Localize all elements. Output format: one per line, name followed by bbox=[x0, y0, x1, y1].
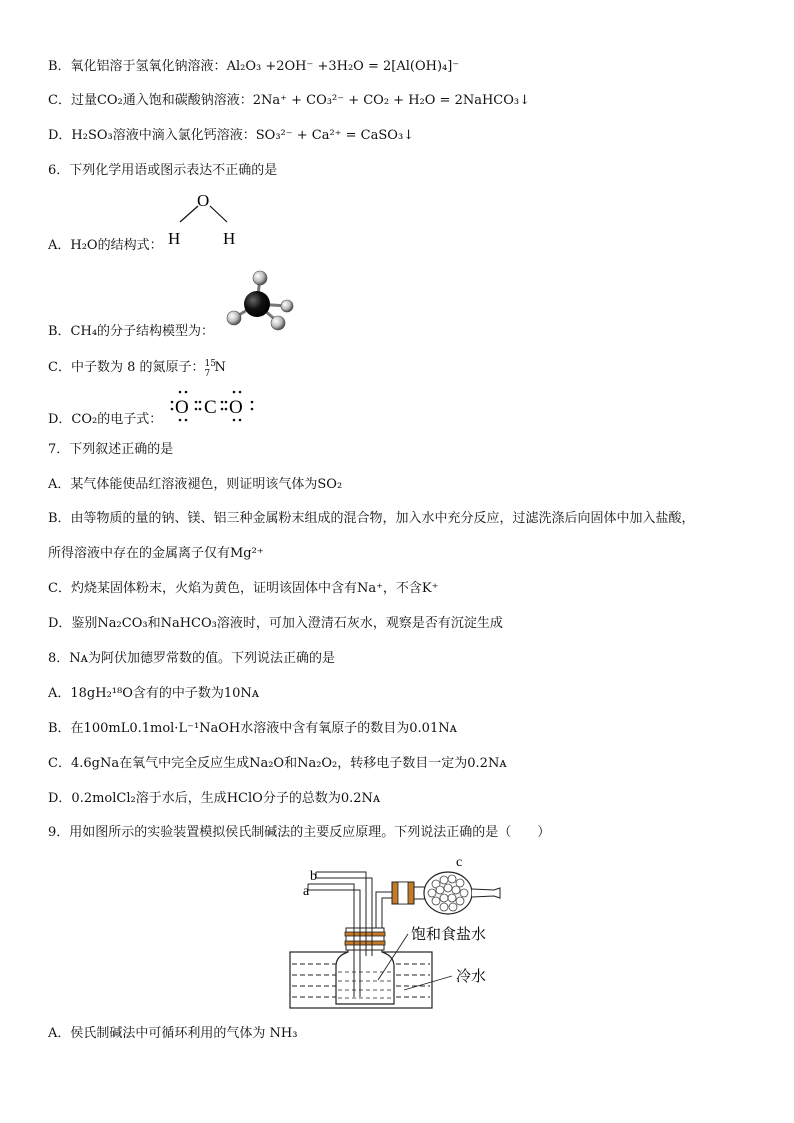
q6-option-d-text: D．CO₂的电子式： bbox=[48, 412, 163, 427]
q6-stem: 6．下列化学用语或图示表达不正确的是 bbox=[48, 163, 278, 178]
atomic-number: 7 bbox=[204, 369, 211, 379]
inlet-label-b: b bbox=[310, 869, 317, 884]
hydrogen-atom-label-right: H bbox=[223, 229, 236, 248]
q6-option-c bbox=[48, 359, 226, 377]
drying-tube-label-c: c bbox=[456, 855, 463, 870]
q7-option-d: D．鉴别Na₂CO₃和NaHCO₃溶液时，可加入澄清石灰水，观察是否有沉淀生成 bbox=[48, 616, 503, 631]
q6-option-c-text: C．中子数为 8 的氮原子： bbox=[48, 360, 205, 375]
hou-process-apparatus-diagram bbox=[286, 852, 506, 1014]
q7-stem: 7．下列叙述正确的是 bbox=[48, 442, 174, 457]
rubber-stopper bbox=[346, 928, 384, 950]
q5-option-c bbox=[48, 92, 530, 110]
co2-electron-dot-formula bbox=[168, 388, 260, 424]
q5-option-d-formula: SO₃²⁻ + Ca²⁺ = CaSO₃↓ bbox=[255, 128, 415, 143]
q8-option-b: B．在100mL0.1mol·L⁻¹NaOH水溶液中含有氧原子的数目为0.01Nᴀ bbox=[48, 721, 457, 736]
q9-stem: 9．用如图所示的实验装置模拟侯氏制碱法的主要反应原理。下列说法正确的是（ ） bbox=[48, 825, 551, 840]
methane-ball-stick-model bbox=[220, 266, 302, 336]
inlet-label-a: a bbox=[303, 884, 310, 899]
q5-option-c-formula: 2Na⁺ + CO₃²⁻ + CO₂ + H₂O = 2NaHCO₃↓ bbox=[252, 93, 531, 108]
q5-option-d bbox=[48, 127, 414, 145]
q5-option-b bbox=[48, 58, 459, 76]
carbon-ball bbox=[244, 291, 270, 317]
q7-option-a: A．某气体能使品红溶液褪色，则证明该气体为SO₂ bbox=[48, 477, 343, 492]
hydrogen-ball-bottom bbox=[271, 316, 285, 330]
q7-option-b-line2: 所得溶液中存在的金属离子仅有Mg²⁺ bbox=[48, 546, 264, 561]
saturated-brine-label: 饱和食盐水 bbox=[411, 927, 487, 943]
co2-oxygen-right: O bbox=[229, 397, 243, 418]
hydrogen-ball-left bbox=[227, 311, 241, 325]
hydrogen-ball-top bbox=[253, 271, 267, 285]
q5-option-b-formula: Al₂O₃ +2OH⁻ +3H₂O = 2[Al(OH)₄]⁻ bbox=[226, 59, 460, 74]
hydrogen-atom-label-left: H bbox=[168, 229, 181, 248]
mass-number: 15 bbox=[204, 359, 216, 369]
q8-option-c: C．4.6gNa在氧气中完全反应生成Na₂O和Na₂O₂，转移电子数目一定为0.2Nᴀ bbox=[48, 756, 507, 771]
q8-stem: 8．Nᴀ为阿伏加德罗常数的值。下列说法正确的是 bbox=[48, 651, 335, 666]
q5-option-d-text: D．H₂SO₃溶液中滴入氯化钙溶液： bbox=[48, 128, 256, 143]
q8-option-a: A．18gH₂¹⁸O含有的中子数为10Nᴀ bbox=[48, 686, 260, 701]
water-structural-formula bbox=[160, 188, 250, 250]
cold-water-label: 冷水 bbox=[456, 969, 487, 985]
q7-option-c: C．灼烧某固体粉末，火焰为黄色，证明该固体中含有Na⁺，不含K⁺ bbox=[48, 581, 439, 596]
q5-option-c-text: C．过量CO₂通入饱和碳酸钠溶液： bbox=[48, 93, 253, 108]
nuclide-notation bbox=[204, 359, 216, 379]
q9-option-a: A．侯氏制碱法中可循环利用的气体为 NH₃ bbox=[48, 1026, 298, 1041]
q5-option-b-text: B．氧化铝溶于氢氧化钠溶液： bbox=[48, 59, 227, 74]
q6-option-a-text: A．H₂O的结构式： bbox=[48, 238, 163, 253]
co2-oxygen-left: O bbox=[175, 397, 189, 418]
q8-option-d: D．0.2molCl₂溶于水后，生成HClO分子的总数为0.2Nᴀ bbox=[48, 791, 381, 806]
element-symbol: N bbox=[214, 360, 226, 375]
co2-carbon: C bbox=[204, 397, 217, 418]
reaction-bottle bbox=[336, 948, 394, 1004]
oxygen-atom-label: O bbox=[197, 191, 210, 210]
q7-option-b-line1: B．由等物质的量的钠、镁、铝三种金属粉末组成的混合物，加入水中充分反应，过滤洗涤后向固体中加入盐酸， bbox=[48, 511, 695, 526]
q6-option-b-text: B．CH₄的分子结构模型为： bbox=[48, 324, 215, 339]
hydrogen-ball-right bbox=[281, 300, 293, 312]
